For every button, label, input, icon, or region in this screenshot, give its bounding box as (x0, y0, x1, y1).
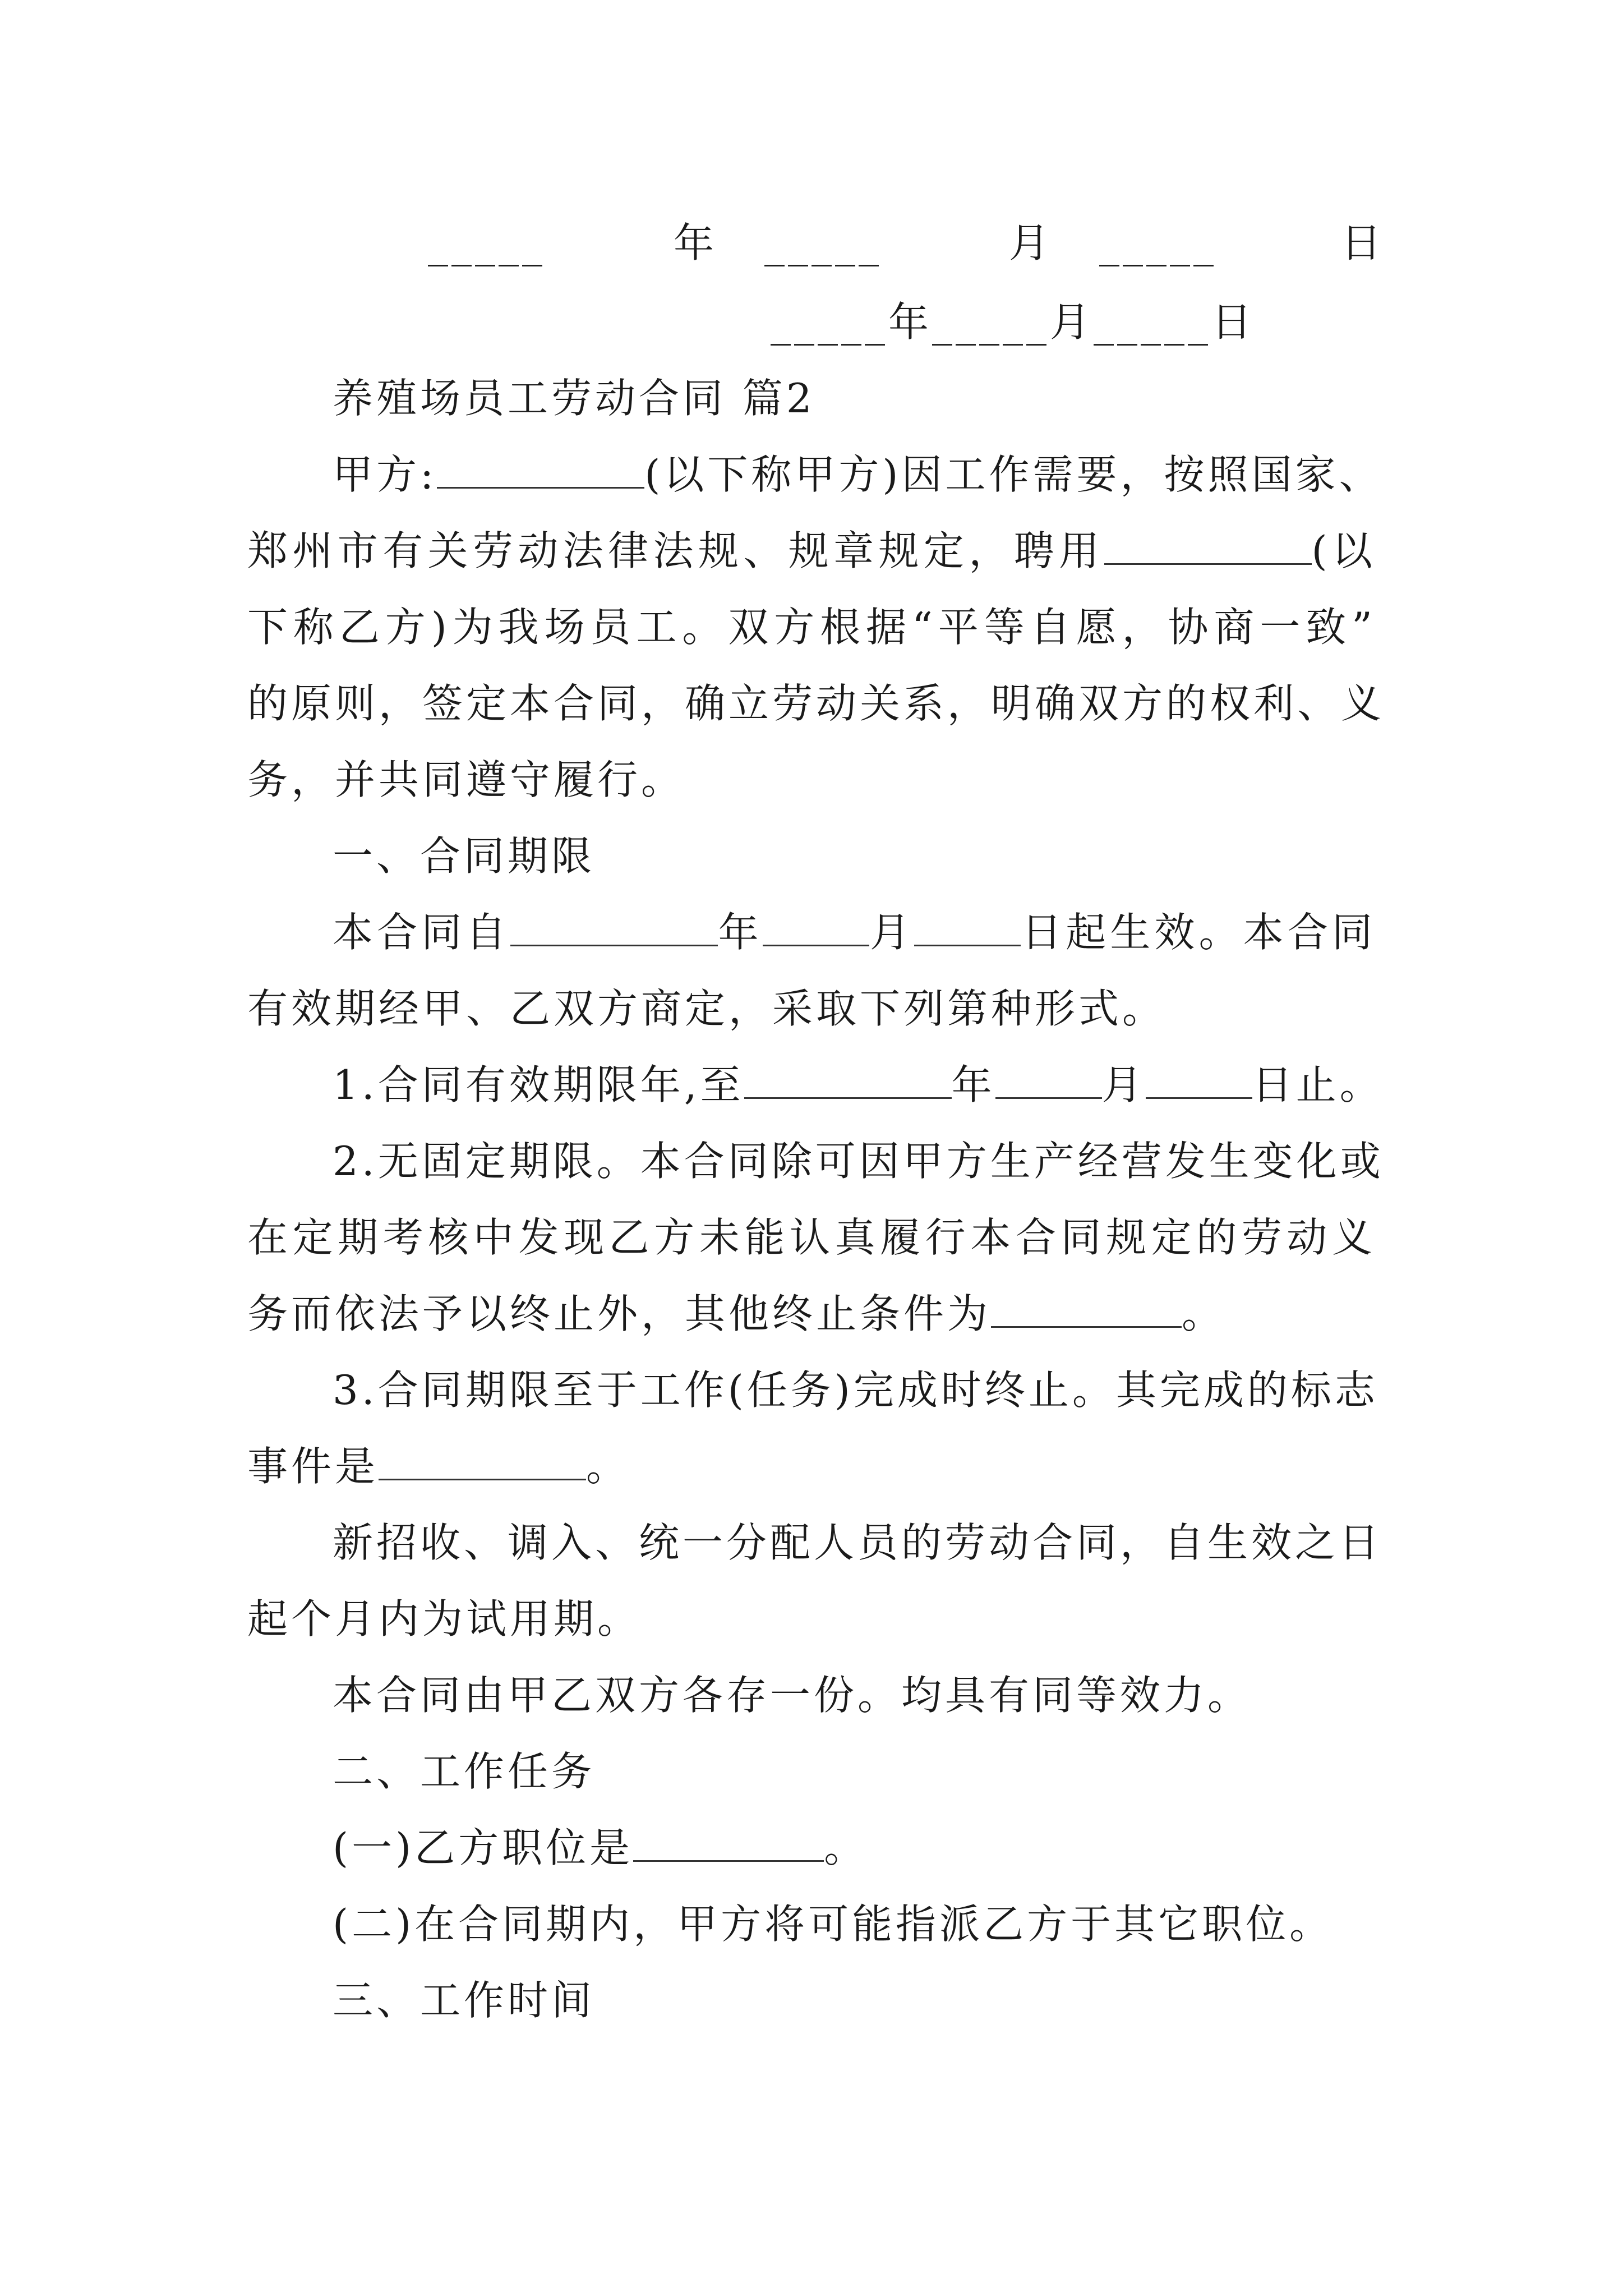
intro-line-2 (247, 513, 1376, 589)
date-blank-day: _____ (1099, 219, 1217, 266)
effective-year-blank[interactable] (510, 904, 718, 946)
intro-line-2-text: 郑州市有关劳动法律法规、规章规定，聘用 (247, 527, 1104, 574)
item-1-year-blank[interactable] (744, 1057, 952, 1099)
item-2-line-3-end: 。 (1182, 1290, 1226, 1337)
effective-month-label: 月 (869, 909, 914, 956)
section-title: 养殖场员工劳动合同 篇2 (333, 375, 815, 422)
date-blank-month: _____ (764, 219, 882, 266)
date-month-label: 月 (1009, 219, 1053, 266)
heading-work-tasks: 二、工作任务 (333, 1748, 596, 1795)
item-3-line-1: 3.合同期限至于工作(任务)完成时终止。其完成的标志 (333, 1366, 1378, 1414)
completion-event-blank[interactable] (379, 1438, 586, 1480)
date-year-label: 年 (674, 219, 718, 266)
effective-year-label: 年 (717, 909, 763, 956)
party-a-label: 甲方: (333, 451, 437, 498)
intro-line-4: 的原则，签定本合同，确立劳动关系，明确双方的权利、义 (247, 680, 1385, 727)
item-3-line-2-end: 。 (586, 1443, 630, 1490)
intro-line-5: 务，并共同遵守履行。 (247, 756, 685, 803)
task-2-line: (二)在合同期内，甲方将可能指派乙方于其它职位。 (333, 1901, 1334, 1948)
party-b-blank[interactable] (1104, 523, 1312, 565)
item-2-line-3-text: 务而依法予以终止外，其他终止条件为 (247, 1290, 992, 1337)
effective-day-blank[interactable] (914, 904, 1021, 946)
item-2-line-1: 2.无固定期限。本合同除可因甲方生产经营发生变化或 (333, 1138, 1384, 1185)
effective-line-2: 有效期经甲、乙双方商定，采取下列第种形式。 (247, 985, 1166, 1032)
probation-line-2: 起个月内为试用期。 (247, 1595, 642, 1642)
item-1-year-label: 年 (951, 1061, 995, 1108)
position-blank[interactable] (633, 1820, 824, 1862)
intro-line-3: 下称乙方)为我场员工。双方根据“平等自愿，协商一致” (247, 604, 1376, 651)
termination-condition-blank[interactable] (991, 1286, 1182, 1328)
task-1-text: (一)乙方职位是 (333, 1824, 634, 1871)
item-2-line-3 (247, 1276, 1376, 1352)
heading-work-time: 三、工作时间 (333, 1977, 596, 2024)
effective-line-1 (247, 894, 1376, 970)
intro-line-1 (247, 436, 1383, 513)
task-1-line (247, 1810, 1376, 1886)
item-1-line (247, 1047, 1384, 1123)
date-line-2: _____年_____月_____日 (771, 298, 1256, 346)
item-1-month-blank[interactable] (995, 1057, 1102, 1099)
date-line-1 (247, 205, 1385, 281)
heading-contract-term: 一、合同期限 (333, 832, 596, 880)
item-3-line-2-text: 事件是 (247, 1443, 379, 1490)
item-1-text: 1.合同有效期限年,至 (333, 1061, 744, 1108)
item-1-month-label: 月 (1101, 1061, 1146, 1108)
intro-line-2-tail: (以 (1311, 527, 1376, 574)
task-1-end: 。 (824, 1824, 868, 1871)
copies-line: 本合同由甲乙双方各存一份。均具有同等效力。 (333, 1672, 1252, 1719)
effective-month-blank[interactable] (763, 904, 869, 946)
item-1-day-text: 日止。 (1252, 1061, 1384, 1108)
intro-line-1-text: (以下称甲方)因工作需要，按照国家、 (644, 451, 1383, 498)
date-blank-year: _____ (428, 219, 546, 266)
item-2-line-2: 在定期考核中发现乙方未能认真履行本合同规定的劳动义 (247, 1214, 1376, 1261)
effective-from-text: 本合同自 (333, 909, 510, 956)
date-day-label: 日 (1341, 219, 1385, 266)
item-3-line-2 (247, 1428, 1376, 1504)
item-1-day-blank[interactable] (1146, 1057, 1252, 1099)
probation-line-1: 新招收、调入、统一分配人员的劳动合同，自生效之日 (333, 1519, 1383, 1566)
effective-day-text: 日起生效。本合同 (1021, 909, 1376, 956)
party-a-blank[interactable] (437, 447, 644, 489)
